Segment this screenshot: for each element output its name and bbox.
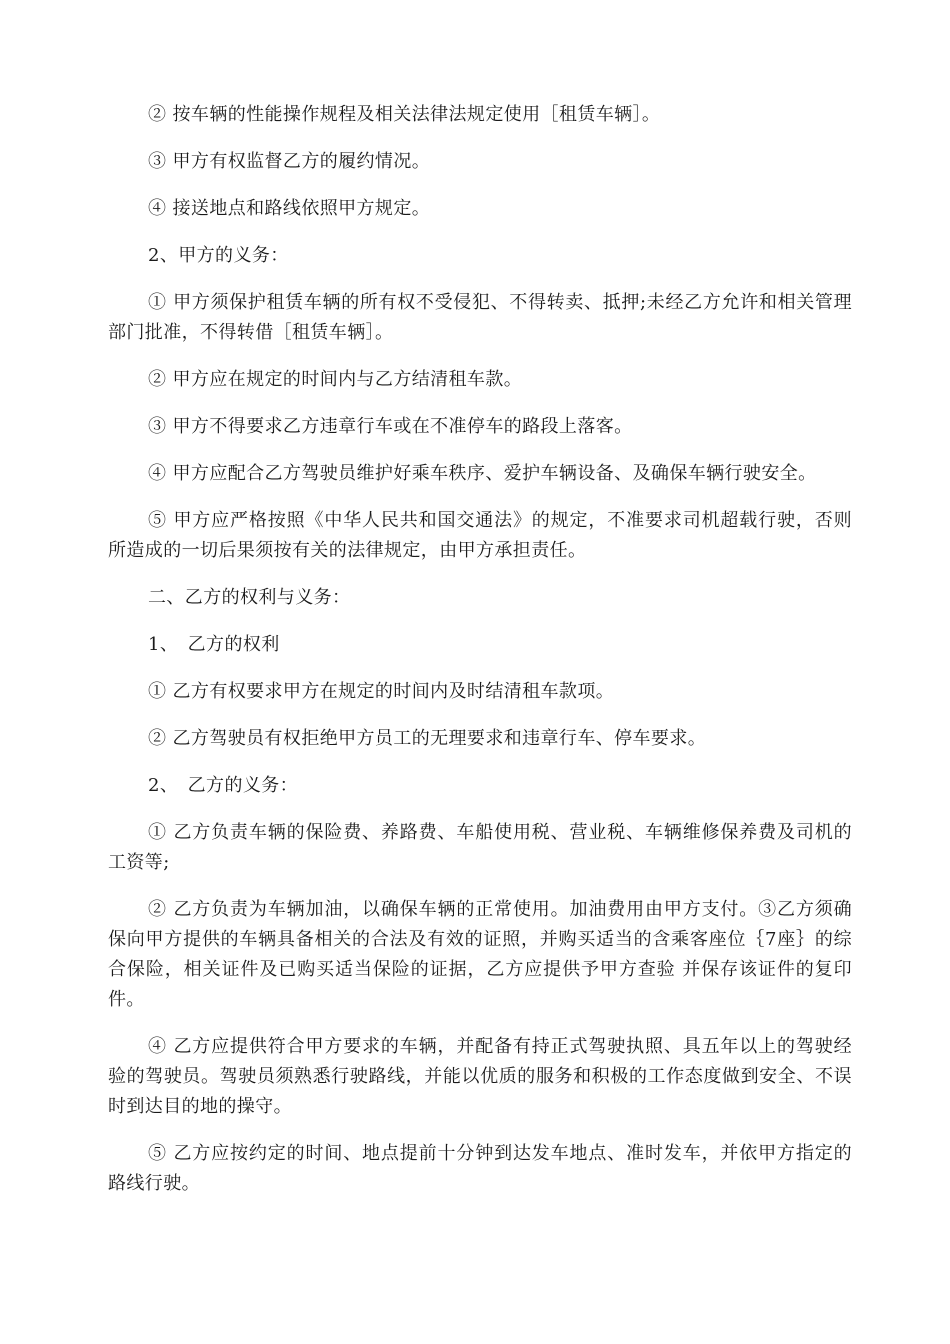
clause-paragraph: ④ 接送地点和路线依照甲方规定。 [148,198,431,219]
clause-paragraph: ② 乙方驾驶员有权拒绝甲方员工的无理要求和违章行车、停车要求。 [148,728,707,749]
clause-paragraph: ② 乙方负责为车辆加油，以确保车辆的正常使用。加油费用由甲方支付。③乙方须确保向甲方提供的车辆具备相关的合法及有效的证照，并购买适当的含乘客座位｛7座｝的综合保险，相关证件及已购买适当保险的证据，乙方应提供予甲方查验 并保存该证件的复印件。 [108,899,852,1010]
clause-paragraph: ① 乙方有权要求甲方在规定的时间内及时结清租车款项。 [148,681,615,702]
document-body [108,100,852,1216]
clause-paragraph: ⑤ 甲方应严格按照《中华人民共和国交通法》的规定，不准要求司机超载行驶，否则所造成的一切后果须按有关的法律规定，由甲方承担责任。 [108,510,852,561]
clause-paragraph: ② 按车辆的性能操作规程及相关法律法规定使用［租赁车辆］。 [148,104,661,125]
clause-paragraph: ② 甲方应在规定的时间内与乙方结清租车款。 [148,369,523,390]
clause-paragraph: ① 甲方须保护租赁车辆的所有权不受侵犯、不得转卖、抵押;未经乙方允许和相关管理部门批准，不得转借［租赁车辆］。 [108,292,852,343]
section-heading: 1、 乙方的权利 [148,634,280,655]
section-heading: 2、 乙方的义务： [148,775,299,796]
clause-paragraph: ④ 乙方应提供符合甲方要求的车辆，并配备有持正式驾驶执照、具五年以上的驾驶经验的驾驶员。驾驶员须熟悉行驶路线，并能以优质的服务和积极的工作态度做到安全、不误时到达目的地的操守。 [108,1036,852,1117]
clause-paragraph: ③ 甲方有权监督乙方的履约情况。 [148,151,431,172]
clause-paragraph: ③ 甲方不得要求乙方违章行车或在不准停车的路段上落客。 [148,416,633,437]
section-heading: 2、甲方的义务： [148,245,289,266]
clause-paragraph: ⑤ 乙方应按约定的时间、地点提前十分钟到达发车地点、准时发车，并依甲方指定的路线行驶。 [108,1143,852,1194]
section-heading: 二、乙方的权利与义务： [148,587,351,608]
clause-paragraph: ④ 甲方应配合乙方驾驶员维护好乘车秩序、爱护车辆设备、及确保车辆行驶安全。 [148,463,817,484]
clause-paragraph: ① 乙方负责车辆的保险费、养路费、车船使用税、营业税、车辆维修保养费及司机的工资等; [108,822,852,873]
